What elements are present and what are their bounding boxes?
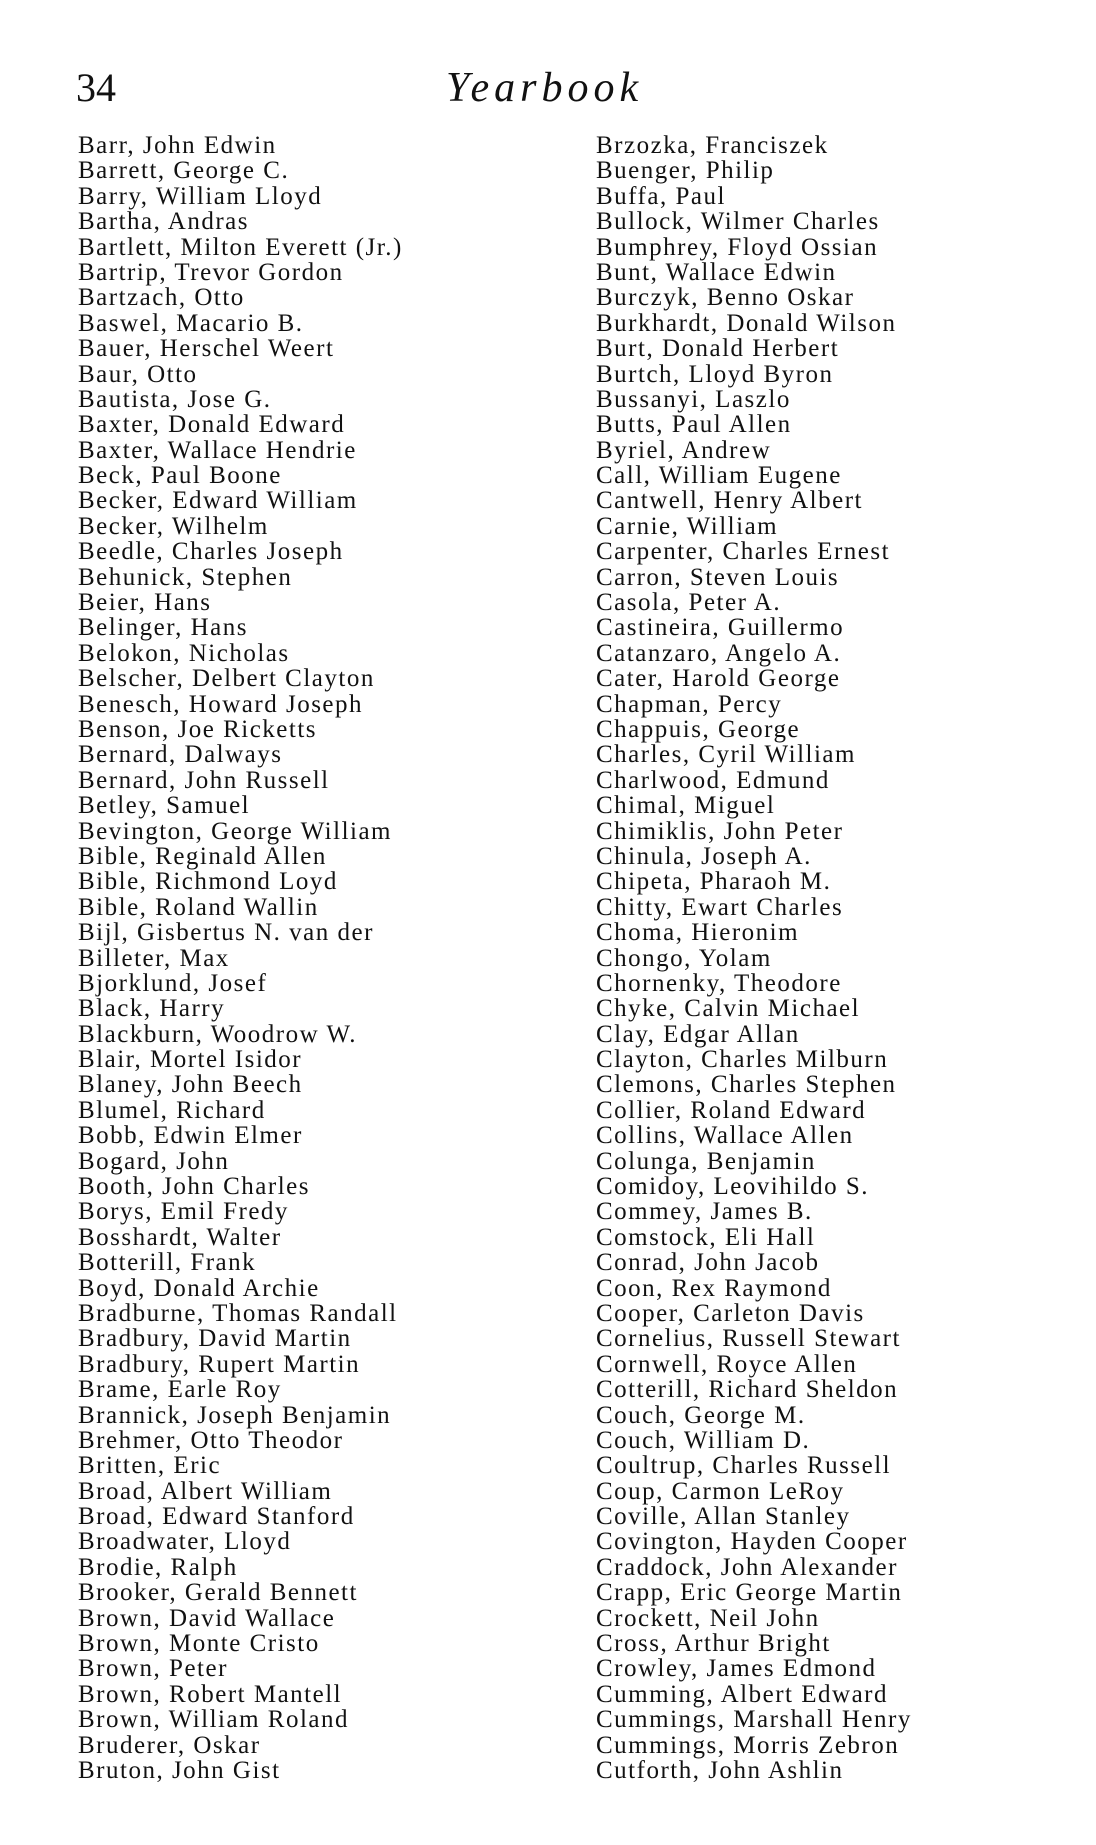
name-entry: Casola, Peter A.	[596, 589, 782, 617]
name-entry: Chapman, Percy	[596, 690, 783, 718]
name-entry: Conrad, John Jacob	[596, 1249, 820, 1277]
name-entry: Bijl, Gisbertus N. van der	[78, 919, 374, 947]
name-entry: Cooper, Carleton Davis	[596, 1299, 865, 1327]
name-entry: Colunga, Benjamin	[596, 1147, 816, 1175]
name-entry: Broadwater, Lloyd	[78, 1528, 292, 1556]
name-entry: Brame, Earle Roy	[78, 1376, 282, 1404]
name-entry: Call, William Eugene	[596, 462, 842, 490]
name-entry: Blackburn, Woodrow W.	[78, 1020, 358, 1048]
name-entry: Collins, Wallace Allen	[596, 1122, 854, 1150]
name-entry: Chipeta, Pharaoh M.	[596, 868, 832, 896]
name-entry: Bruderer, Oskar	[78, 1731, 261, 1759]
name-entry: Becker, Wilhelm	[78, 512, 269, 540]
name-entry: Barr, John Edwin	[78, 132, 277, 159]
name-entry: Butts, Paul Allen	[596, 411, 792, 439]
name-entry: Coultrup, Charles Russell	[596, 1452, 892, 1480]
name-entry: Couch, George M.	[596, 1401, 806, 1429]
name-entry: Brannick, Joseph Benjamin	[78, 1401, 392, 1429]
name-entry: Beedle, Charles Joseph	[78, 538, 344, 566]
name-list-right-column	[596, 133, 1066, 1783]
name-entry: Bogard, John	[78, 1147, 230, 1175]
name-entry: Borys, Emil Fredy	[78, 1198, 289, 1226]
name-entry: Black, Harry	[78, 995, 226, 1023]
name-entry: Catanzaro, Angelo A.	[596, 639, 842, 667]
name-entry: Burtch, Lloyd Byron	[596, 360, 834, 388]
name-entry: Bumphrey, Floyd Ossian	[596, 233, 879, 261]
name-entry: Chimiklis, John Peter	[596, 817, 844, 845]
name-entry: Couch, William D.	[596, 1426, 811, 1454]
name-entry: Crapp, Eric George Martin	[596, 1579, 903, 1607]
name-entry: Clay, Edgar Allan	[596, 1020, 800, 1048]
name-entry: Cantwell, Henry Albert	[596, 487, 863, 515]
name-entry: Botterill, Frank	[78, 1249, 257, 1277]
name-entry: Cummings, Marshall Henry	[596, 1706, 912, 1734]
name-entry: Bevington, George William	[78, 817, 393, 845]
name-entry: Booth, John Charles	[78, 1173, 310, 1201]
name-entry: Becker, Edward William	[78, 487, 358, 515]
name-entry: Blaney, John Beech	[78, 1071, 303, 1099]
name-entry: Bradbury, Rupert Martin	[78, 1350, 361, 1378]
name-entry: Brown, Robert Mantell	[78, 1680, 343, 1708]
name-entry: Buffa, Paul	[596, 182, 726, 210]
name-entry: Brehmer, Otto Theodor	[78, 1426, 344, 1454]
name-list-left-column	[78, 133, 548, 1783]
name-entry: Benesch, Howard Joseph	[78, 690, 364, 718]
name-entry: Byriel, Andrew	[596, 436, 772, 464]
name-entry: Bernard, John Russell	[78, 766, 330, 794]
name-entry: Coon, Rex Raymond	[596, 1274, 832, 1302]
name-entry: Bartlett, Milton Everett (Jr.)	[78, 233, 403, 261]
name-entry: Chappuis, George	[596, 715, 801, 743]
name-entry: Belokon, Nicholas	[78, 639, 290, 667]
name-entry: Bjorklund, Josef	[78, 969, 268, 997]
page-number: 34	[76, 65, 116, 110]
name-entry: Charlwood, Edmund	[596, 766, 830, 794]
name-entry: Clemons, Charles Stephen	[596, 1071, 897, 1099]
name-entry: Baswel, Macario B.	[78, 309, 304, 337]
name-entry: Broad, Edward Stanford	[78, 1503, 355, 1531]
name-entry: Bradbury, David Martin	[78, 1325, 352, 1353]
name-entry: Bartzach, Otto	[78, 284, 245, 312]
name-entry: Bobb, Edwin Elmer	[78, 1122, 303, 1150]
name-entry: Craddock, John Alexander	[596, 1553, 898, 1581]
name-entry: Commey, James B.	[596, 1198, 813, 1226]
name-entry: Blair, Mortel Isidor	[78, 1046, 303, 1074]
name-entry: Bosshardt, Walter	[78, 1223, 282, 1251]
name-entry: Belinger, Hans	[78, 614, 248, 642]
name-entry: Bible, Roland Wallin	[78, 893, 319, 921]
name-entry: Baur, Otto	[78, 360, 198, 388]
name-entry: Brown, Peter	[78, 1655, 228, 1683]
name-entry: Burt, Donald Herbert	[596, 335, 840, 363]
name-entry: Cummings, Morris Zebron	[596, 1731, 900, 1759]
name-entry: Cotterill, Richard Sheldon	[596, 1376, 899, 1404]
name-entry: Clayton, Charles Milburn	[596, 1046, 889, 1074]
name-entry: Cater, Harold George	[596, 665, 841, 693]
name-entry: Crockett, Neil John	[596, 1604, 820, 1632]
name-entry: Baxter, Wallace Hendrie	[78, 436, 357, 464]
name-entry: Belscher, Delbert Clayton	[78, 665, 375, 693]
name-entry: Barrett, George C.	[78, 157, 290, 185]
name-entry: Brown, William Roland	[78, 1706, 349, 1734]
name-entry: Crowley, James Edmond	[596, 1655, 877, 1683]
name-entry: Bruton, John Gist	[78, 1757, 281, 1784]
name-entry: Bussanyi, Laszlo	[596, 385, 791, 413]
name-entry: Collier, Roland Edward	[596, 1096, 867, 1124]
name-entry: Charles, Cyril William	[596, 741, 856, 769]
name-entry: Cornwell, Royce Allen	[596, 1350, 858, 1378]
name-entry: Coville, Allan Stanley	[596, 1503, 851, 1531]
name-entry: Blumel, Richard	[78, 1096, 266, 1124]
name-entry: Chongo, Yolam	[596, 944, 772, 972]
name-entry: Coup, Carmon LeRoy	[596, 1477, 845, 1505]
page-header	[0, 62, 1096, 122]
name-entry: Cumming, Albert Edward	[596, 1680, 888, 1708]
name-entry: Bernard, Dalways	[78, 741, 283, 769]
name-entry: Brown, Monte Cristo	[78, 1630, 320, 1658]
name-entry: Beier, Hans	[78, 589, 212, 617]
name-entry: Bautista, Jose G.	[78, 385, 272, 413]
name-entry: Carpenter, Charles Ernest	[596, 538, 891, 566]
name-entry: Broad, Albert William	[78, 1477, 333, 1505]
name-entry: Chitty, Ewart Charles	[596, 893, 844, 921]
name-entry: Beck, Paul Boone	[78, 462, 282, 490]
name-entry: Barry, William Lloyd	[78, 182, 323, 210]
name-entry: Choma, Hieronim	[596, 919, 800, 947]
name-entry: Comidoy, Leovihildo S.	[596, 1173, 870, 1201]
name-entry: Cutforth, John Ashlin	[596, 1757, 844, 1784]
name-entry: Britten, Eric	[78, 1452, 222, 1480]
name-entry: Burkhardt, Donald Wilson	[596, 309, 897, 337]
name-entry: Bartha, Andras	[78, 208, 249, 236]
name-entry: Carnie, William	[596, 512, 779, 540]
name-entry: Cross, Arthur Bright	[596, 1630, 831, 1658]
name-entry: Chimal, Miguel	[596, 792, 776, 820]
name-entry: Cornelius, Russell Stewart	[596, 1325, 901, 1353]
name-entry: Brodie, Ralph	[78, 1553, 238, 1581]
name-entry: Carron, Steven Louis	[596, 563, 840, 591]
name-entry: Chyke, Calvin Michael	[596, 995, 861, 1023]
name-entry: Burczyk, Benno Oskar	[596, 284, 855, 312]
running-title: Yearbook	[446, 65, 644, 111]
name-entry: Behunick, Stephen	[78, 563, 293, 591]
name-entry: Boyd, Donald Archie	[78, 1274, 320, 1302]
name-entry: Chornenky, Theodore	[596, 969, 842, 997]
name-entry: Covington, Hayden Cooper	[596, 1528, 908, 1556]
name-entry: Betley, Samuel	[78, 792, 251, 820]
name-entry: Bullock, Wilmer Charles	[596, 208, 880, 236]
name-entry: Bauer, Herschel Weert	[78, 335, 335, 363]
name-entry: Castineira, Guillermo	[596, 614, 845, 642]
name-entry: Billeter, Max	[78, 944, 230, 972]
name-entry: Benson, Joe Ricketts	[78, 715, 318, 743]
name-entry: Bible, Richmond Loyd	[78, 868, 338, 896]
name-entry: Bible, Reginald Allen	[78, 842, 327, 870]
name-entry: Bartrip, Trevor Gordon	[78, 258, 344, 286]
name-entry: Bradburne, Thomas Randall	[78, 1299, 398, 1327]
name-entry: Chinula, Joseph A.	[596, 842, 812, 870]
name-entry: Baxter, Donald Edward	[78, 411, 346, 439]
name-entry: Bunt, Wallace Edwin	[596, 258, 837, 286]
name-entry: Brzozka, Franciszek	[596, 132, 829, 159]
name-entry: Brooker, Gerald Bennett	[78, 1579, 358, 1607]
name-entry: Comstock, Eli Hall	[596, 1223, 816, 1251]
name-entry: Brown, David Wallace	[78, 1604, 336, 1632]
name-entry: Buenger, Philip	[596, 157, 775, 185]
